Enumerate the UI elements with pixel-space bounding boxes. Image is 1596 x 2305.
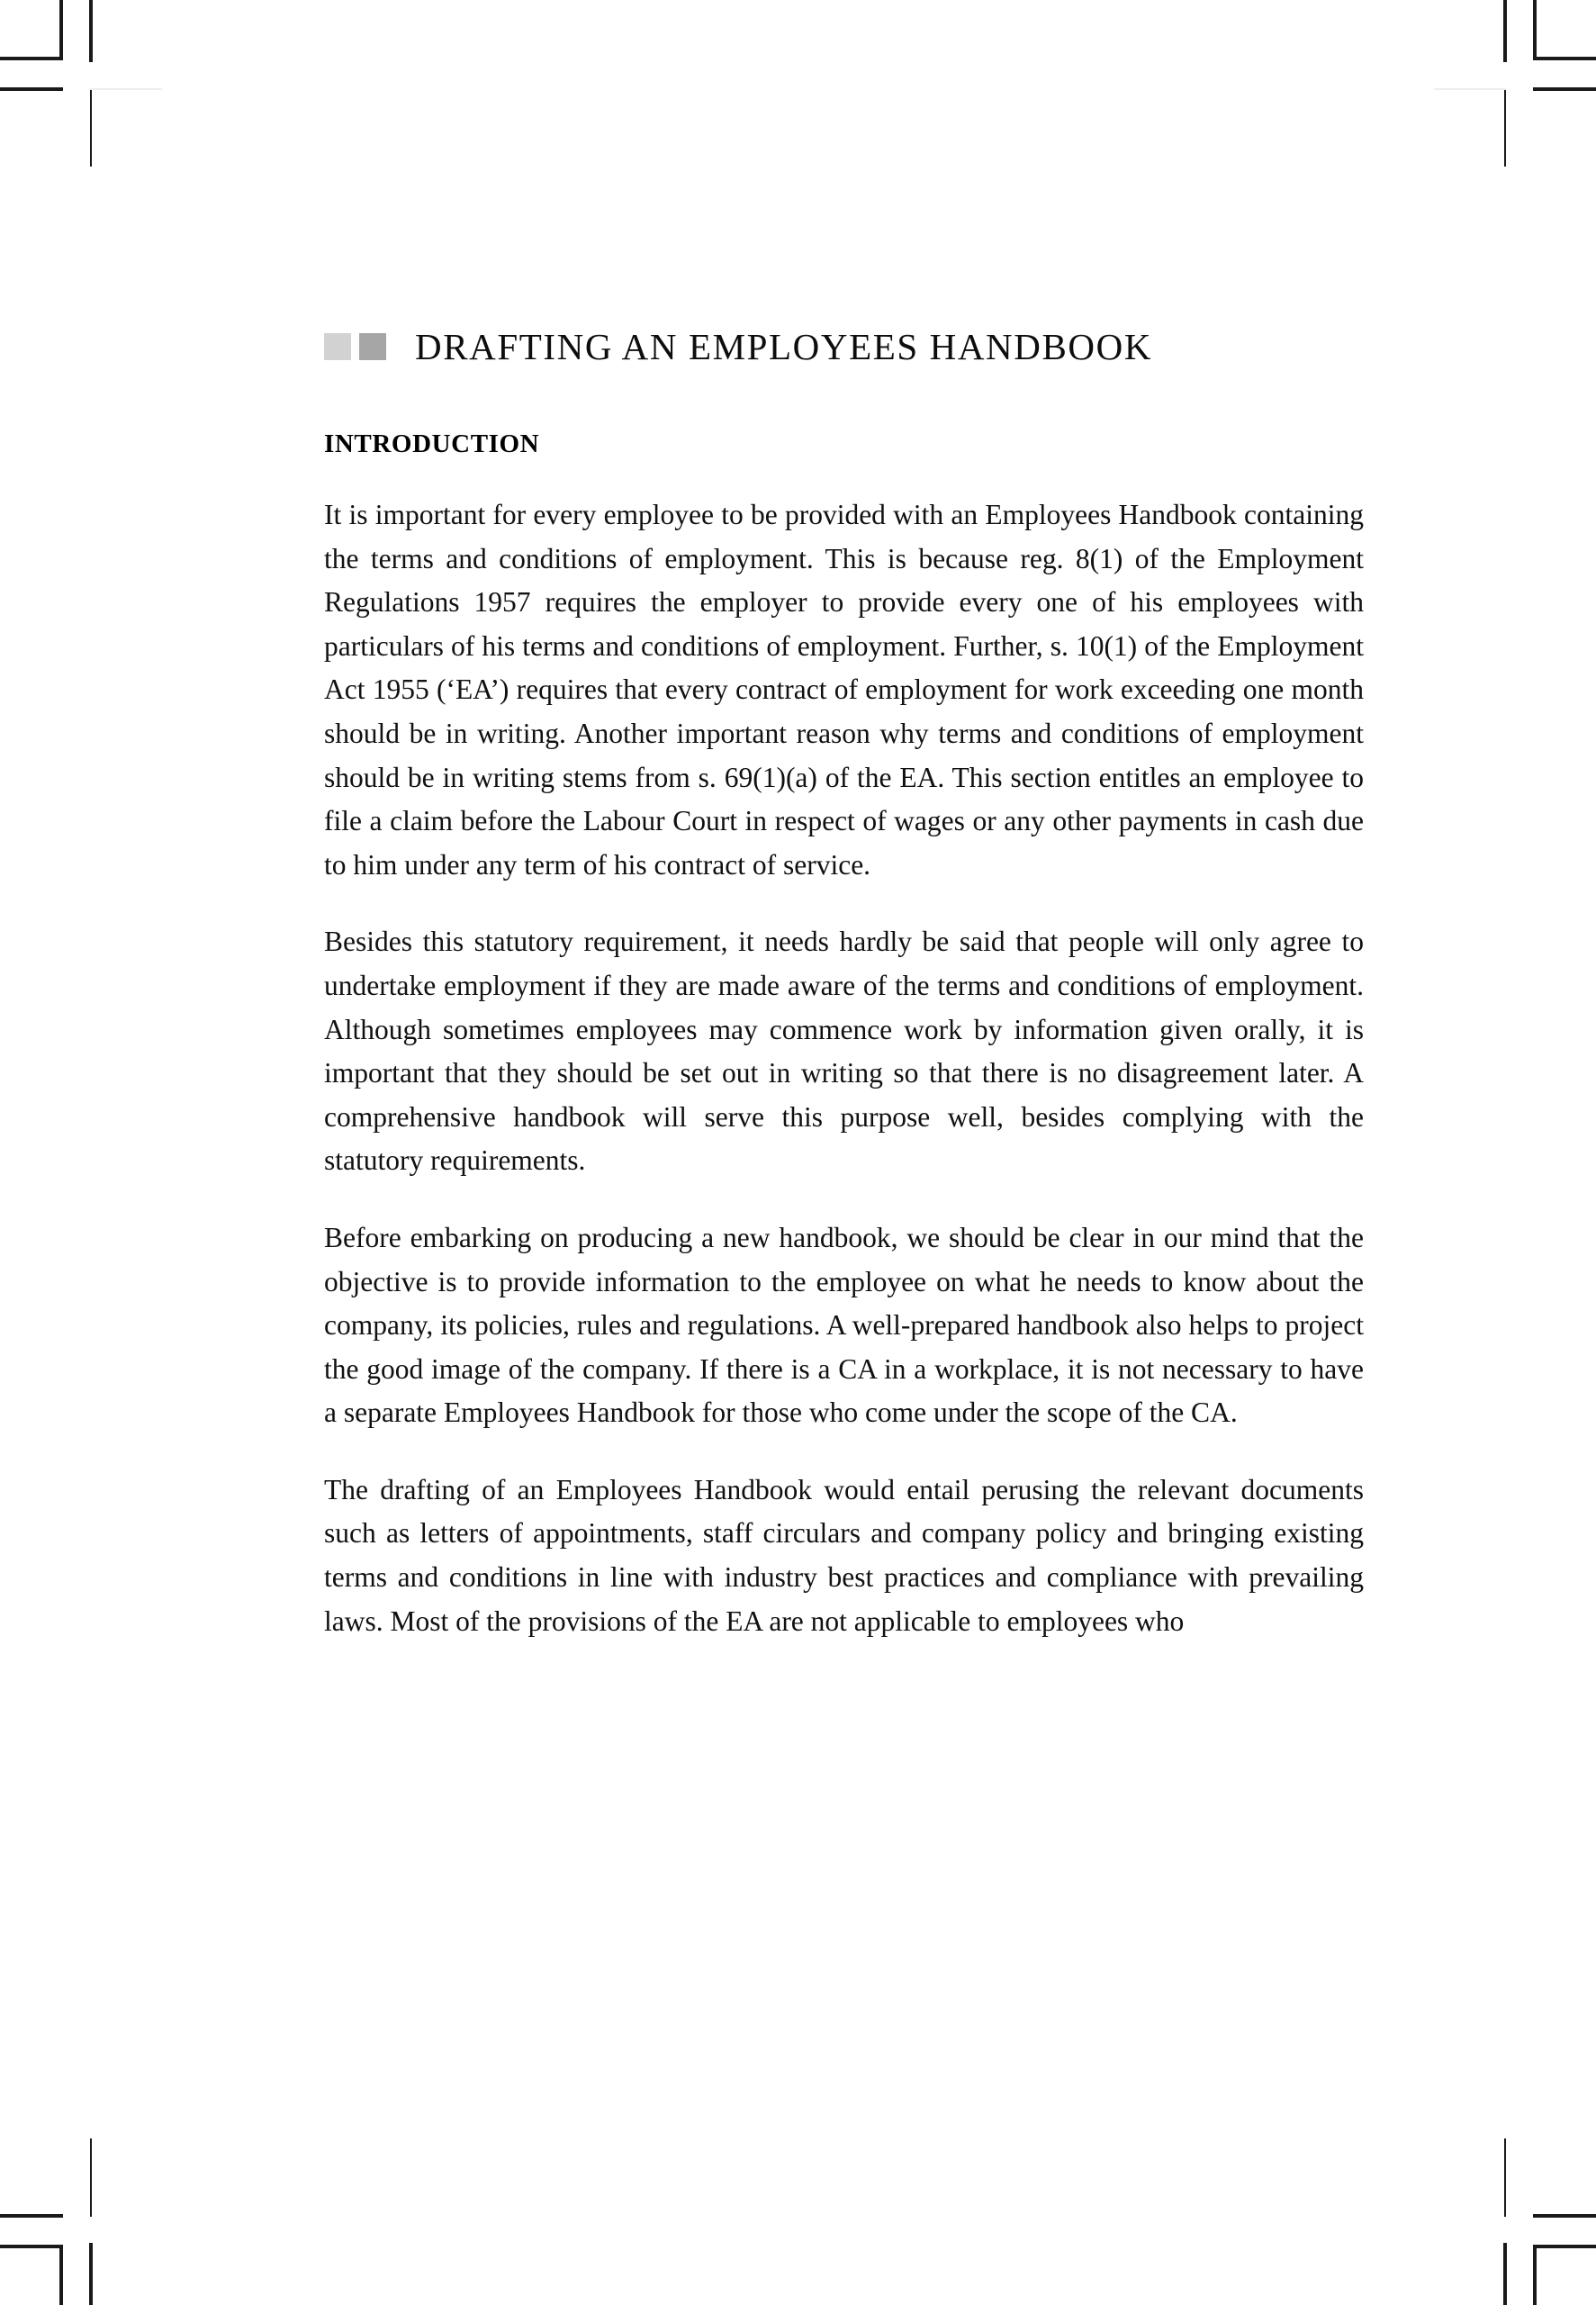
body-paragraph-4: The drafting of an Employees Handbook would entail perusing the relevant documents such as letters of appointments, staff circulars and company policy and bringing existing terms and conditions in line with industry best practices and compliance with prevailing laws. Most of the provisions of the EA are not applicable to employees who (324, 1473, 1364, 1637)
crop-mark-top-right-inner-vertical (1504, 88, 1506, 167)
crop-mark-bottom-left-corner-horizontal (0, 2245, 63, 2248)
crop-mark-top-left-tick-vertical (89, 0, 93, 62)
crop-mark-top-left-corner-vertical (59, 0, 63, 59)
decorative-square-light-icon (324, 333, 351, 360)
crop-mark-top-right-tick-horizontal (1533, 87, 1596, 91)
crop-mark-bottom-right-corner-horizontal (1533, 2245, 1596, 2248)
crop-mark-bottom-right-corner-vertical (1533, 2246, 1537, 2305)
body-paragraph-3: Before embarking on producing a new handbook, we should be clear in our mind that the objective is to provide information to the employee on what he needs to know about the company, its policies, rules and regulations. A well-prepared handbook also helps to project the good image of the company. If there is a CA in a workplace, it is not necessary to have a separate Employees Handbook for those who come under the scope of the CA. (324, 1221, 1364, 1429)
crop-mark-top-left-corner-horizontal (0, 57, 63, 60)
crop-mark-bottom-right-inner-vertical (1504, 2138, 1506, 2217)
decorative-square-dark-icon (359, 333, 386, 360)
crop-mark-bottom-right-tick-vertical (1503, 2243, 1507, 2305)
crop-mark-bottom-left-tick-horizontal (0, 2214, 63, 2218)
chapter-title-row (324, 320, 1364, 374)
page-content (324, 320, 1364, 1643)
chapter-title: DRAFTING AN EMPLOYEES HANDBOOK (415, 325, 1153, 367)
crop-mark-top-right-inner-horizontal (1434, 88, 1506, 90)
crop-mark-bottom-left-tick-vertical (89, 2243, 93, 2305)
crop-mark-top-left-inner-horizontal (90, 88, 162, 90)
crop-mark-top-left-tick-horizontal (0, 87, 63, 91)
crop-mark-bottom-left-inner-vertical (90, 2138, 92, 2217)
body-paragraph-2: Besides this statutory requirement, it needs hardly be said that people will only agree to undertake employment if they are made aware of the terms and conditions of employment. Although sometimes employees may commence work by information given orally, it is important that they should be set out in writing so that there is no disagreement later. A comprehensive handbook will serve this purpose well, besides complying with the statutory requirements. (324, 926, 1364, 1177)
crop-mark-bottom-left-corner-vertical (59, 2246, 63, 2305)
section-heading-introduction: INTRODUCTION (324, 429, 540, 458)
crop-mark-top-left-inner-vertical (90, 88, 92, 167)
crop-mark-bottom-right-tick-horizontal (1533, 2214, 1596, 2218)
crop-mark-top-right-tick-vertical (1503, 0, 1507, 62)
body-paragraph-1: It is important for every employee to be provided with an Employees Handbook containing the terms and conditions of employment. This is because reg. 8(1) of the Employment Regulations 1957 requires the employer to provide every one of his employees with particulars of his terms and conditions of employment. Further, s. 10(1) of the Employment Act 1955 (‘EA’) requires that every contract of employment for work exceeding one month should be in writing. Another important reason why terms and conditions of employment should be in writing stems from s. 69(1)(a) of the EA. This section entitles an employee to file a claim before the Labour Court in respect of wages or any other payments in cash due to him under any term of his contract of service. (324, 499, 1364, 881)
crop-mark-top-right-corner-vertical (1533, 0, 1537, 59)
crop-mark-top-right-corner-horizontal (1533, 57, 1596, 60)
